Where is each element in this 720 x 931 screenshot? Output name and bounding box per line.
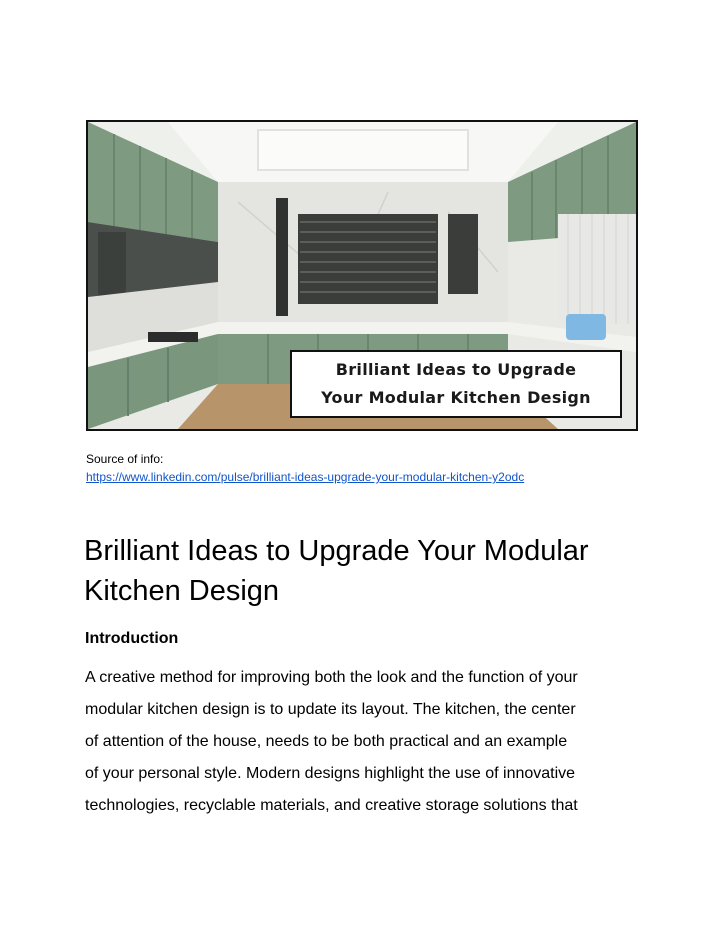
hero-caption-line2: Your Modular Kitchen Design [321,388,591,407]
hero-caption-line1: Brilliant Ideas to Upgrade [335,360,577,379]
hero-image [86,120,638,431]
hero-caption [290,350,622,418]
section-heading-introduction: Introduction [85,630,179,647]
article-title: Brilliant Ideas to Upgrade Your Modular Kitchen Design [84,535,589,607]
intro-paragraph [85,662,645,822]
source-label: Source of info: [86,452,164,466]
paragraph-line: modular kitchen design is to update its layout. The kitchen, the center [85,701,576,718]
source-link[interactable]: https://www.linkedin.com/pulse/brilliant-ideas-upgrade-your-modular-kitchen-y2odc [86,470,525,484]
paragraph-line: technologies, recyclable materials, and creative storage solutions that [85,797,578,814]
paragraph-line: A creative method for improving both the look and the function of your [85,669,578,686]
paragraph-line: of attention of the house, needs to be both practical and an example [85,733,568,750]
paragraph-line: of your personal style. Modern designs highlight the use of innovative [85,765,576,782]
